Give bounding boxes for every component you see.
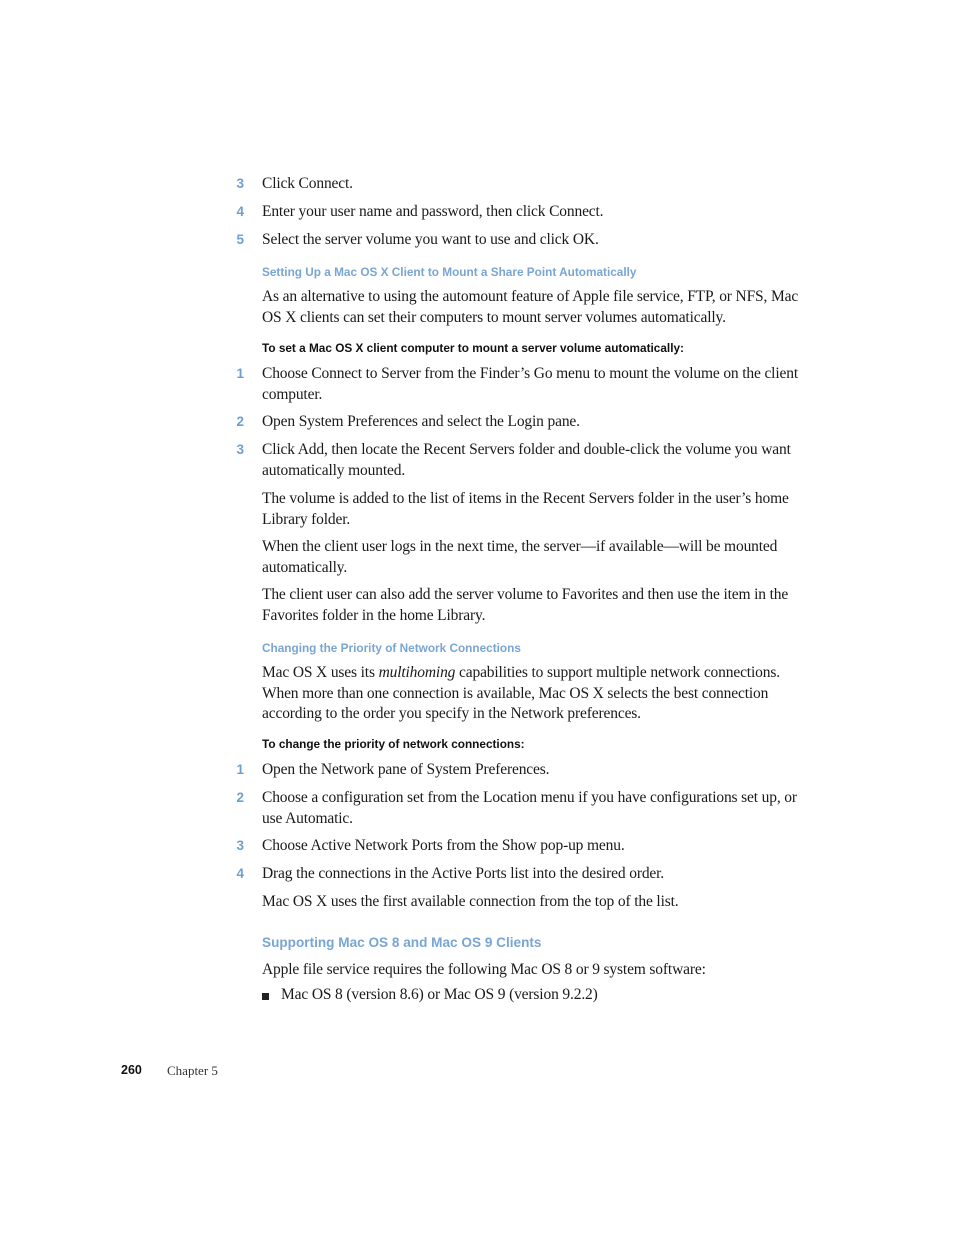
- paragraph: When the client user logs in the next time, the server—if available—will be mounted automatically.: [262, 538, 778, 576]
- procedure-lead: To set a Mac OS X client computer to mount a server volume automatically:: [262, 341, 684, 355]
- step-number: 3: [236, 442, 244, 457]
- intro-emphasis: multihoming: [378, 664, 456, 681]
- intro-text: Mac OS X uses its: [262, 664, 379, 681]
- step-text: Enter your user name and password, then click Connect.: [262, 203, 604, 220]
- step-text: Drag the connections in the Active Ports list into the desired order.: [262, 865, 665, 882]
- step-number: 2: [236, 790, 244, 805]
- page-number: 260: [121, 1063, 142, 1077]
- step-number: 5: [236, 232, 244, 247]
- step-text: Open the Network pane of System Preferences.: [262, 761, 550, 778]
- procedure-lead: To change the priority of network connections:: [262, 737, 525, 751]
- paragraph: The client user can also add the server volume to Favorites and then use the item in the Favorites folder in the home Library.: [262, 586, 789, 624]
- step-text: Click Add, then locate the Recent Servers folder and double-click the volume you want automatically mounted.: [262, 441, 791, 479]
- bullet-square-icon: [262, 993, 269, 1000]
- bullet-text: Mac OS 8 (version 8.6) or Mac OS 9 (version 9.2.2): [281, 986, 598, 1003]
- step-number: 1: [236, 366, 244, 381]
- step-text: Choose a configuration set from the Location menu if you have configurations set up, or use Automatic.: [262, 789, 797, 827]
- step-number: 3: [236, 176, 244, 191]
- step-text: Choose Connect to Server from the Finder’s Go menu to mount the volume on the client computer.: [262, 365, 798, 403]
- step-text: Choose Active Network Ports from the Show pop-up menu.: [262, 837, 625, 854]
- step-number: 4: [236, 866, 244, 881]
- chapter-label: Chapter 5: [167, 1063, 218, 1078]
- step-number: 4: [236, 204, 244, 219]
- step-text: Open System Preferences and select the Login pane.: [262, 413, 580, 430]
- paragraph: Apple file service requires the following Mac OS 8 or 9 system software:: [262, 961, 706, 978]
- step-number: 2: [236, 414, 244, 429]
- step-text: Select the server volume you want to use and click OK.: [262, 231, 599, 248]
- section-heading: Setting Up a Mac OS X Client to Mount a Share Point Automatically: [262, 265, 637, 279]
- paragraph: Mac OS X uses the first available connection from the top of the list.: [262, 893, 679, 910]
- paragraph: As an alternative to using the automount feature of Apple file service, FTP, or NFS, Mac OS X clients can set their computers to mount server volumes automatically.: [262, 288, 799, 326]
- step-number: 1: [236, 762, 244, 777]
- section-heading: Changing the Priority of Network Connections: [262, 641, 521, 655]
- step-number: 3: [236, 838, 244, 853]
- paragraph: [262, 663, 807, 725]
- section-heading: Supporting Mac OS 8 and Mac OS 9 Clients: [262, 935, 542, 950]
- paragraph: The volume is added to the list of items in the Recent Servers folder in the user’s home Library folder.: [262, 490, 789, 528]
- intro-text: capabilities to support multiple network connections. When more than one connection is available, Mac OS X selects the best connection according to the order you specify in the Network preferences.: [262, 664, 780, 722]
- step-text: Click Connect.: [262, 175, 353, 192]
